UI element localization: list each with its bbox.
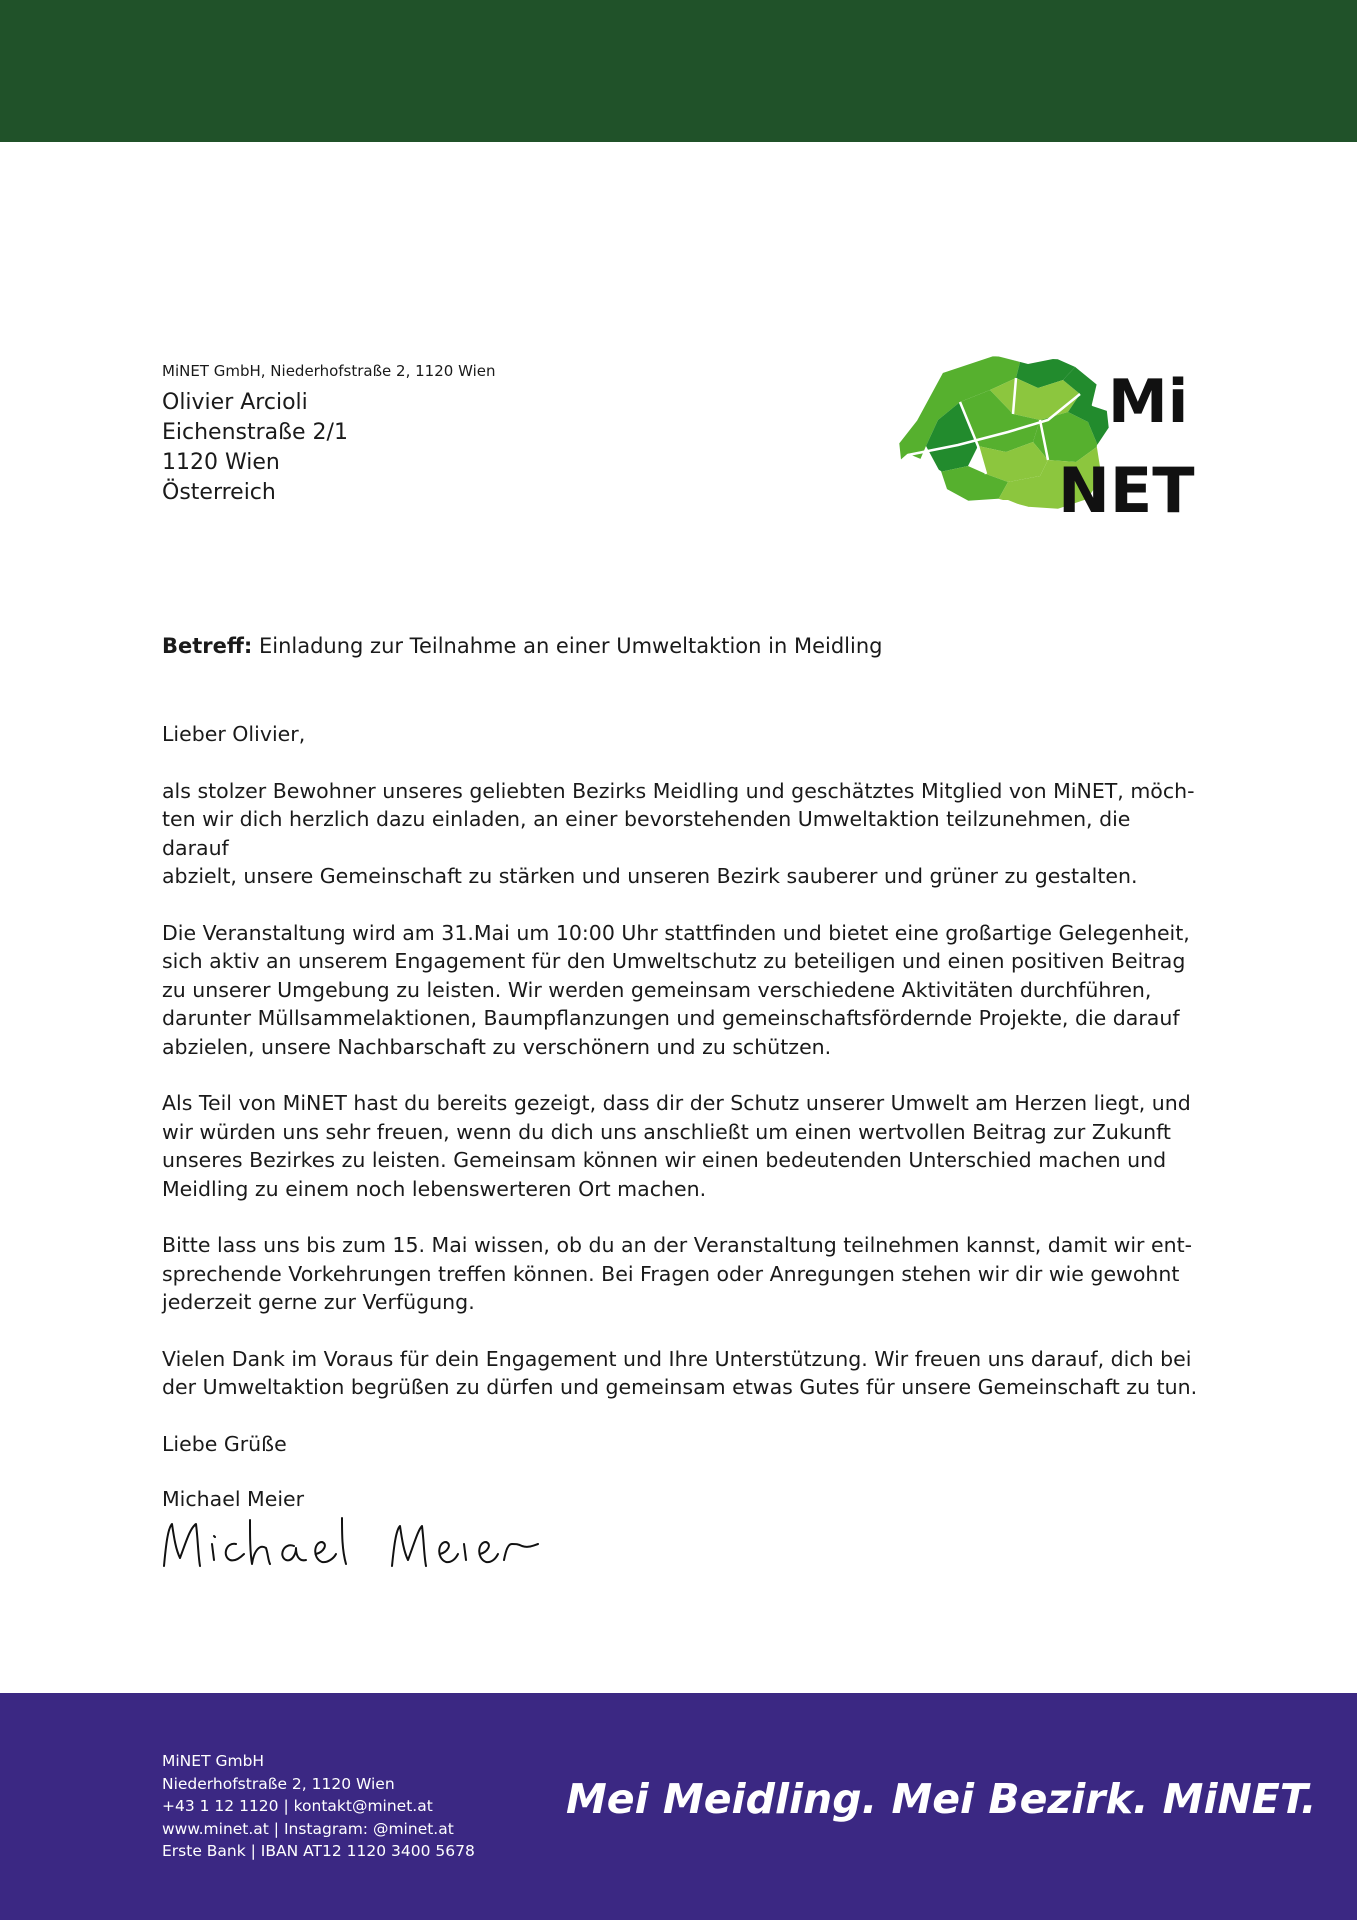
paragraph-line: als stolzer Bewohner unseres geliebten Bezirks Meidling und geschätztes Mitglied von MiNET, möch- [162,778,1195,803]
paragraph-1 [162,777,1202,891]
footer-bank: Erste Bank | IBAN AT12 1120 3400 5678 [162,1842,475,1860]
sender-return-address: MiNET GmbH, Niederhofstraße 2, 1120 Wien [162,362,496,380]
recipient-country: Österreich [162,480,276,505]
paragraph-line: der Umweltaktion begrüßen zu dürfen und gemeinsam etwas Gutes für unsere Gemeinschaft zu tun. [162,1375,1198,1399]
closing: Liebe Grüße [162,1431,287,1456]
footer-contact-block [162,1750,475,1863]
footer-slogan: Mei Meidling. Mei Bezirk. MiNET. [566,1775,1317,1823]
paragraph-line: unseres Bezirkes zu leisten. Gemeinsam können wir einen bedeutenden Unterschied machen und [162,1148,1167,1172]
paragraph-3 [162,1089,1202,1203]
logo-wordmark-net: NET [1058,454,1195,522]
recipient-city: 1120 Wien [162,450,280,475]
paragraph-line: ten wir dich herzlich dazu einladen, an einer bevorstehenden Umweltaktion teilzunehmen, die darauf [162,807,1131,860]
handwritten-signature [160,1514,540,1580]
paragraph-line: abzielen, unsere Nachbarschaft zu verschönern und zu schützen. [162,1034,832,1059]
footer-company: MiNET GmbH [162,1752,265,1770]
paragraph-4 [162,1231,1202,1317]
paragraph-line: Bitte lass uns bis zum 15. Mai wissen, ob du an der Veranstaltung teilnehmen kannst, damit wir ent- [162,1233,1193,1257]
paragraph-line: jederzeit gerne zur Verfügung. [162,1290,475,1314]
footer-phone-email: +43 1 12 1120 | kontakt@minet.at [162,1797,433,1815]
letter-body [162,720,1202,1534]
paragraph-5 [162,1345,1202,1402]
paragraph-2 [162,919,1202,1062]
paragraph-line: abzielt, unsere Gemeinschaft zu stärken und unseren Bezirk sauberer und grüner zu gestalten. [162,864,1138,888]
recipient-address-block [162,388,348,508]
paragraph-line: sich aktiv an unserem Engagement für den Umweltschutz zu beteiligen und einen positiven Beitrag [162,949,1186,973]
paragraph-line: wir würden uns sehr freuen, wenn du dich uns anschließt um einen wertvollen Beitrag zur Zukunft [162,1119,1171,1144]
logo-wordmark-mi: Mi [1108,367,1189,437]
paragraph-line: darunter Müllsammelaktionen, Baumpflanzungen und gemeinschaftsfördernde Projekte, die darauf [162,1006,1180,1030]
footer-street: Niederhofstraße 2, 1120 Wien [162,1774,395,1793]
paragraph-line: zu unserer Umgebung zu leisten. Wir werden gemeinsam verschiedene Aktivitäten durchführen, [162,977,1152,1002]
minet-logo [898,350,1198,522]
salutation: Lieber Olivier, [162,722,306,746]
signer-name: Michael Meier [162,1487,305,1511]
paragraph-line: Vielen Dank im Voraus für dein Engagement und Ihre Unterstützung. Wir freuen uns darauf, dich bei [162,1346,1192,1371]
recipient-street: Eichenstraße 2/1 [162,420,348,445]
subject-text: Einladung zur Teilnahme an einer Umweltaktion in Meidling [252,634,883,658]
top-color-band [0,0,1357,142]
paragraph-line: sprechende Vorkehrungen treffen können. Bei Fragen oder Anregungen stehen wir dir wie gewohnt [162,1261,1180,1286]
paragraph-line: Als Teil von MiNET hast du bereits gezeigt, dass dir der Schutz unserer Umwelt am Herzen liegt, und [162,1091,1191,1115]
recipient-name: Olivier Arcioli [162,390,308,415]
paragraph-line: Die Veranstaltung wird am 31.Mai um 10:00 Uhr stattfinden und bietet eine großartige Gelegenheit, [162,920,1190,945]
paragraph-line: Meidling zu einem noch lebenswerteren Ort machen. [162,1176,707,1201]
subject-line [162,634,882,658]
footer-web-instagram: www.minet.at | Instagram: @minet.at [162,1819,454,1838]
subject-label: Betreff: [162,634,253,658]
